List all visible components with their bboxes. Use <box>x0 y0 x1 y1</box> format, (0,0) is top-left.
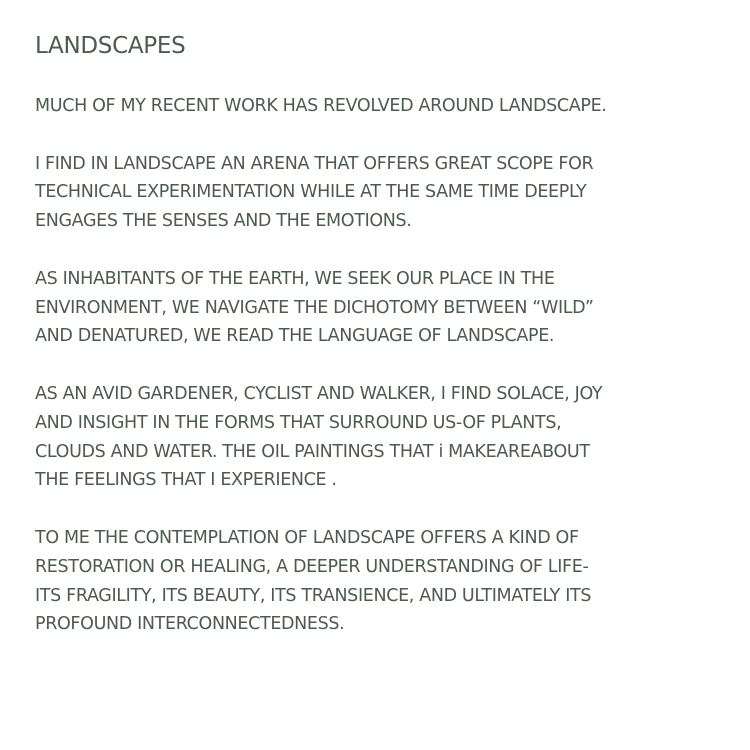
document-page <box>35 30 735 668</box>
paragraph-line: AND INSIGHT IN THE FORMS THAT SURROUND US-OF PLANTS, <box>35 412 562 433</box>
paragraph-5 <box>35 524 735 639</box>
paragraph-line: ITS FRAGILITY, ITS BEAUTY, ITS TRANSIENCE, AND ULTIMATELY ITS <box>35 585 592 606</box>
paragraph-line: I FIND IN LANDSCAPE AN ARENA THAT OFFERS GREAT SCOPE FOR <box>35 153 594 174</box>
paragraph-line: CLOUDS AND WATER. THE OIL PAINTINGS THAT i MAKEAREABOUT <box>35 441 590 462</box>
paragraph-4 <box>35 380 735 495</box>
paragraph-line: AND DENATURED, WE READ THE LANGUAGE OF LANDSCAPE. <box>35 326 555 347</box>
paragraph-line: MUCH OF MY RECENT WORK HAS REVOLVED AROUND LANDSCAPE. <box>35 96 607 116</box>
paragraph-line: RESTORATION OR HEALING, A DEEPER UNDERSTANDING OF LIFE- <box>35 556 589 577</box>
paragraph-line: THE FEELINGS THAT I EXPERIENCE . <box>35 470 337 491</box>
page-title: LANDSCAPES <box>35 33 186 59</box>
paragraph-line: AS INHABITANTS OF THE EARTH, WE SEEK OUR PLACE IN THE <box>35 268 555 289</box>
paragraph-1 <box>35 92 735 121</box>
paragraph-3 <box>35 265 735 351</box>
paragraph-2 <box>35 150 735 236</box>
paragraph-line: ENVIRONMENT, WE NAVIGATE THE DICHOTOMY BETWEEN “WILD” <box>35 297 594 318</box>
paragraph-line: TECHNICAL EXPERIMENTATION WHILE AT THE SAME TIME DEEPLY <box>35 182 587 203</box>
paragraph-line: TO ME THE CONTEMPLATION OF LANDSCAPE OFFERS A KIND OF <box>35 527 579 548</box>
paragraph-line: AS AN AVID GARDENER, CYCLIST AND WALKER, I FIND SOLACE, JOY <box>35 383 603 404</box>
paragraph-line: ENGAGES THE SENSES AND THE EMOTIONS. <box>35 211 412 232</box>
paragraph-line: PROFOUND INTERCONNECTEDNESS. <box>35 614 345 635</box>
